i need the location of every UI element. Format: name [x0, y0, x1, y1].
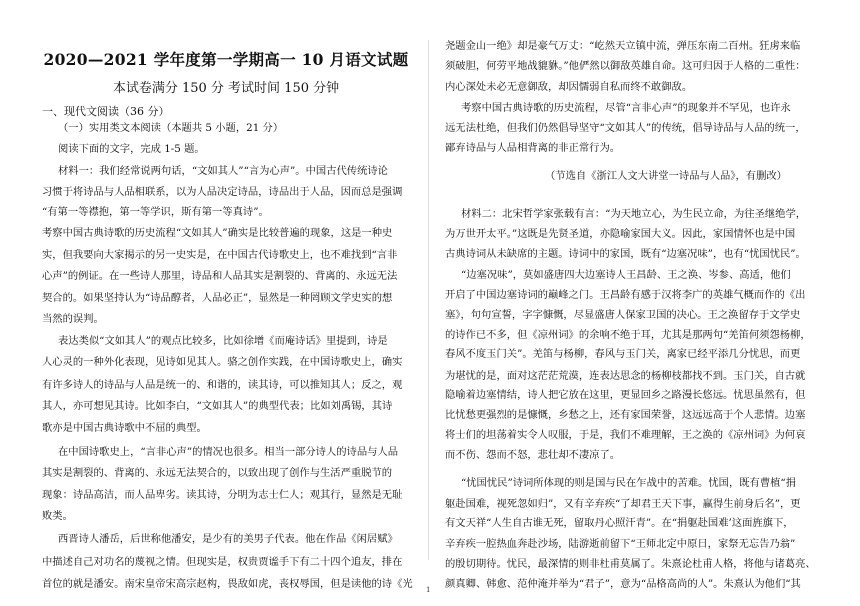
- right-line: 比忧愁更强烈的是慷慨，乡愁之上，还有家国荣誉，这远远高于个人悲情。边塞: [445, 408, 806, 421]
- right-line: 有文天祥“人生自古谁无死，留取丹心照汗青”。在“捐躯赴国难’这面旌旗下，: [445, 517, 794, 530]
- left-line: 契合的。如果坚持认为“诗品醇者，人品必正”，显然是一种罔顾文学史实的想: [42, 291, 393, 304]
- left-line: 在中国诗歌史上，“言非心声”的情况也很多。相当一部分诗人的诗品与人品: [58, 445, 399, 458]
- left-line: 首位的就是潘安。南宋皇帝宋高宗赵构，畏敌如虎，丧权辱国，但是读他的诗《光: [42, 578, 413, 590]
- right-line: “边塞况味”，莫如盛唐四大边塞诗人王昌龄、王之涣、岑参、高适，他们: [461, 268, 791, 281]
- right-line: 塞》，句句宣誓，字字慷慨，尽显盛唐人保家卫国的决心。王之涣留存于文学史: [445, 309, 801, 321]
- left-line: 阅读下面的文字，完成 1-5 题。: [58, 142, 205, 155]
- column-divider: [428, 40, 429, 560]
- left-line: 材料一：我们经常说两句话，“文如其人”“言为心声”。中国古代传统诗论: [58, 164, 388, 177]
- exam-title: 2020—2021 学年度第一学期高一 10 月语文试题: [43, 50, 409, 69]
- left-line: 其实是割裂的、背离的、永远无法契合的，以致出现了创作与生活严重脱节的: [42, 466, 393, 479]
- right-line: 隐喻着边塞情结，诗人把它放在这里，更显回乡之路漫长悠远。忧思虽然有，但: [445, 389, 806, 402]
- right-line: 为万世开太平。”这既是先贤圣道，亦隐喻家国大义。因此，家国情怀也是中国: [445, 227, 796, 240]
- left-line: 现象：诗品高洁，而人品卑劣。读其诗，分明为志士仁人；观其行，显然是无耻: [42, 488, 403, 501]
- exam-subtitle: 本试卷满分 150 分 考试时间 150 分钟: [112, 81, 340, 96]
- right-line: 鄙弃诗品与人品相背离的非正常行为。: [445, 141, 621, 154]
- left-line: 有许多诗人的诗品与人品是统一的、和谐的，读其诗，可以推知其人；反之，观: [42, 379, 403, 392]
- left-line: “有第一等襟抱，第一等学识，斯有第一等真诗”。: [42, 205, 269, 218]
- left-line: （一）实用类文本阅读（本题共 5 小题，21 分）: [58, 122, 284, 134]
- right-line: 开启了中国边塞诗词的巅峰之门。王昌龄有感于汉将李广的英雄气概而作的《出: [445, 288, 806, 301]
- right-line: 材料二：北宋哲学家张载有言：“为天地立心，为生民立命，为往圣继绝学，: [461, 208, 807, 221]
- right-line: 而不伤、怨而不怒，悲壮却不凄凉了。: [445, 449, 621, 462]
- right-line: 尧题金山一绝》却是豪气万丈：“屹然天立镇中流，弹压东南二百州。狂虏来临: [445, 40, 801, 52]
- left-line: 习惯于将诗品与人品相联系，以为人品决定诗品，诗品出于人品，因而总是强调: [42, 185, 403, 198]
- left-line: 败类。: [42, 509, 73, 522]
- page-number: 1: [426, 586, 431, 594]
- right-line: 的诗作已不多，但《凉州词》的余响不绝于耳，尤其是那两句“羌笛何须怨杨柳，: [445, 328, 811, 341]
- left-line: 当然的误判。: [42, 312, 104, 325]
- left-line: 表达类似“文如其人”的观点比较多，比如徐增《而庵诗话》里提到，诗是: [58, 335, 388, 348]
- right-line: 颜真卿、韩愈、范仲淹并举为“君子”，意为“品格高尚的人”。朱熹认为他们“其: [445, 578, 801, 590]
- right-line: 辛弃疾一腔热血奔赴沙场，陆游逝前留下“王师北定中原日，家祭无忘告乃翁”: [445, 537, 796, 550]
- section-heading: 一、现代文阅读（36 分）: [42, 105, 170, 118]
- right-line: 远无法杜绝，但我们仍然倡导坚守“文如其人”的传统，倡导诗品与人品的统一，: [445, 121, 806, 134]
- left-line: 人心灵的一种外化表现，见诗如见其人。骆之创作实践，在中国诗歌史上，确实: [42, 356, 403, 369]
- right-line: 考察中国古典诗歌的历史流程，尽管“言非心声”的现象并不罕见，也许永: [461, 102, 791, 115]
- right-line: “忧国忧民”诗词所体现的则是国与民在乍战中的苦难。忧国，既有曹植“捐: [461, 477, 796, 490]
- left-line: 西晋诗人潘岳，后世称他潘安，是少有的美男子代表。他在作品《闲居赋》: [58, 533, 398, 546]
- right-line: 古典诗词从未缺席的主题。诗词中的家国，既有“边塞况味”，也有“忧国忧民”。: [445, 248, 806, 261]
- left-line: 心声”的例证。在一些诗人那里，诗品和人品其实是割裂的、背离的、永远无法: [42, 269, 398, 282]
- left-line: 考察中国古典诗歌的历史流程“文如其人”确实是比较普遍的现象，这是一种史: [42, 226, 393, 239]
- left-line: 中描述自己对功名的蔑视之情。但现实是，权贵贾谧手下有二十四个追友，排在: [42, 556, 403, 569]
- right-line: 将士们的坦荡着实令人叹服，于是，我们不难理解，王之涣的《凉州词》为何哀: [445, 428, 806, 441]
- right-line: （节选自《浙江人文大讲堂一诗品与人品》，有删改）: [545, 169, 787, 182]
- right-line: 的殷切期待。忧民，最深情的则非杜甫莫属了。朱熹论杜甫人格，将他与诸葛亮、: [445, 557, 816, 570]
- right-line: 内心深处未必无意御敌，却因懦弱自私而终不敢御敌。: [445, 80, 693, 93]
- right-line: 须破胆，何劳平地战貔貅。”他俨然以御敌英雄自命。这可归因于人格的二重性：: [445, 60, 806, 73]
- left-line: 其人，亦可想见其诗。比如李白，“文如其人”的典型代表；比如刘禹锡，其诗: [42, 400, 393, 413]
- left-line: 实，但我要向大家揭示的另一史实是，在中国古代诗歌史上，也不难找到“言非: [42, 248, 398, 261]
- right-line: 为堪忧的是，面对这茫茫荒漠，连表达思念的杨柳枝都找不到。玉门关，自古就: [445, 369, 806, 382]
- right-line: 春风不度玉门关”。羌笛与杨柳，春风与玉门关，离家已经平添几分忧思，而更: [445, 348, 801, 361]
- left-line: 歌亦是中国古典诗歌中不屈的典型。: [42, 422, 207, 435]
- right-line: 躯赴国难，视死忽如归”，又有辛弃疾“了却君王天下事，赢得生前身后名”，更: [445, 497, 801, 510]
